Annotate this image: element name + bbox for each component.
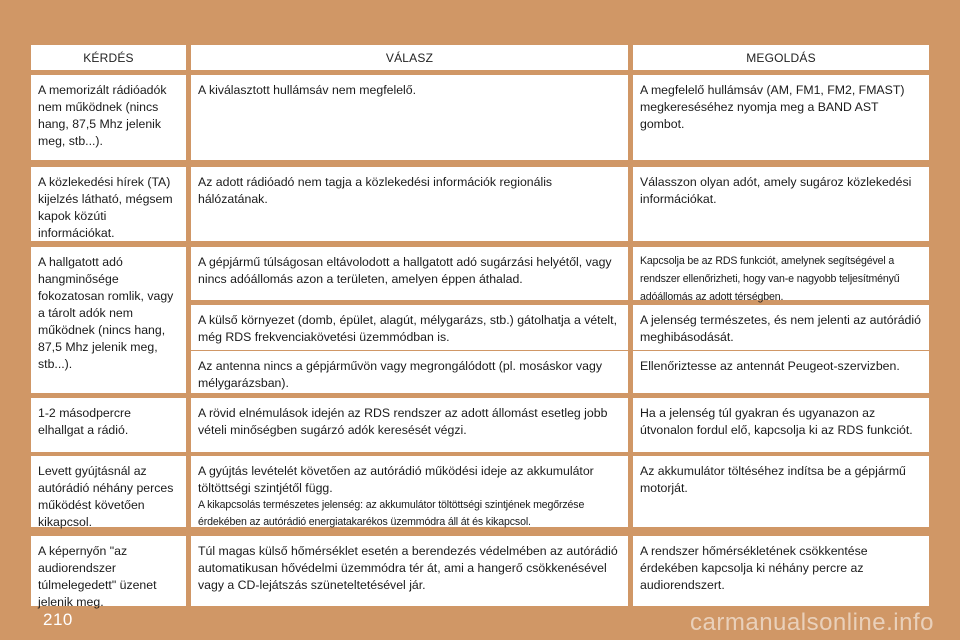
- solution-cell: [633, 456, 929, 527]
- solution-cell: [633, 398, 929, 452]
- page-number: 210: [43, 610, 73, 629]
- question-text: A hallgatott adó hangminősége fokozatosan romlik, vagy a tárolt adók nem működnek (nincs hang, 87,5 Mhz jelenik meg, stb...).: [38, 255, 174, 371]
- question-text: Levett gyújtásnál az autórádió néhány perces működést követően kikapcsol.: [38, 464, 174, 529]
- question-cell: [31, 247, 186, 393]
- solution-cell: [633, 167, 929, 241]
- question-cell: [31, 536, 186, 609]
- question-cell: [31, 75, 186, 160]
- solution-cell: [633, 305, 929, 350]
- answer-text: Túl magas külső hőmérséklet esetén a berendezés védelmében az autórádió automatikusan hővédelmi üzemmódra tér át, ami a hangerő csökkenésével vagy a CD-lejátszás szüneteltetésével jár.: [198, 544, 618, 592]
- solution-text: Ellenőriztesse az antennát Peugeot-szervizben.: [640, 359, 900, 373]
- answer-cell: [191, 398, 628, 452]
- question-text: A közlekedési hírek (TA) kijelzés látható, mégsem kapok közúti információkat.: [38, 175, 173, 240]
- header-answer: VÁLASZ: [191, 45, 628, 70]
- solution-text: A jelenség természetes, és nem jelenti az autórádió meghibásodását.: [640, 313, 921, 344]
- solution-text: A megfelelő hullámsáv (AM, FM1, FM2, FMAST) megkereséséhez nyomja meg a BAND AST gombot.: [640, 83, 905, 131]
- answer-text: A kiválasztott hullámsáv nem megfelelő.: [198, 83, 417, 97]
- answer-cell: [191, 167, 628, 241]
- answer-cell: [191, 247, 628, 300]
- answer-cell: [191, 456, 628, 527]
- solution-text: Válasszon olyan adót, amely sugároz közlekedési információkat.: [640, 175, 912, 206]
- question-text: 1-2 másodpercre elhallgat a rádió.: [38, 406, 131, 437]
- answer-text: Az antenna nincs a gépjárművön vagy megrongálódott (pl. mosáskor vagy mélygarázsban).: [198, 359, 602, 390]
- question-text: A képernyőn "az audiorendszer túlmelegedett" üzenet jelenik meg.: [38, 544, 157, 609]
- answer-cell: [191, 75, 628, 160]
- header-question: KÉRDÉS: [31, 45, 186, 70]
- answer-text: A gépjármű túlságosan eltávolodott a hallgatott adó sugárzási helyétől, vagy nincs adóállomás azon a területen, amelyen éppen áthalad.: [198, 255, 612, 286]
- question-text: A memorizált rádióadók nem működnek (nincs hang, 87,5 Mhz jelenik meg, stb...).: [38, 83, 167, 148]
- solution-text: Ha a jelenség túl gyakran és ugyanazon az útvonalon fordul elő, kapcsolja ki az RDS funkciót.: [640, 406, 913, 437]
- solution-text: Az akkumulátor töltéséhez indítsa be a gépjármű motorját.: [640, 464, 906, 495]
- answer-cell: [191, 350, 628, 393]
- solution-text: Kapcsolja be az RDS funkciót, amelynek segítségével a rendszer ellenőrizheti, hogy van-e nagyobb teljesítményű adóállomás az adott térségben.: [640, 255, 900, 303]
- question-cell: [31, 398, 186, 452]
- solution-cell: [633, 247, 929, 303]
- question-cell: [31, 167, 186, 241]
- answer-text: A rövid elnémulások idején az RDS rendszer az adott állomást esetleg jobb vételi minőségben sugárzó adók keresését végzi.: [198, 406, 608, 437]
- answer-text: A gyújtás levételét követően az autórádió működési ideje az akkumulátor töltöttségi szintjétől függ.: [198, 464, 594, 495]
- solution-cell: [633, 536, 929, 606]
- solution-text: A rendszer hőmérsékletének csökkentése érdekében kapcsolja ki néhány percre az audiorendszert.: [640, 544, 868, 592]
- solution-cell: [633, 75, 929, 160]
- answer-text: A külső környezet (domb, épület, alagút, mélygarázs, stb.) gátolhatja a vételt, még RDS frekvenciakövetési üzemmódban is.: [198, 313, 618, 344]
- question-cell: [31, 456, 186, 527]
- answer-note-text: A kikapcsolás természetes jelenség: az akkumulátor töltöttségi szintjének megőrzése érdekében az autórádió energiatakarékos üzemmódra áll át és kikapcsol.: [198, 499, 585, 528]
- solution-cell: [633, 350, 929, 393]
- answer-text: Az adott rádióadó nem tagja a közlekedési információk regionális hálózatának.: [198, 175, 553, 206]
- watermark-text: carmanualsonline.info: [690, 609, 934, 636]
- answer-cell: [191, 536, 628, 606]
- header-solution: MEGOLDÁS: [633, 45, 929, 70]
- answer-cell: [191, 305, 628, 350]
